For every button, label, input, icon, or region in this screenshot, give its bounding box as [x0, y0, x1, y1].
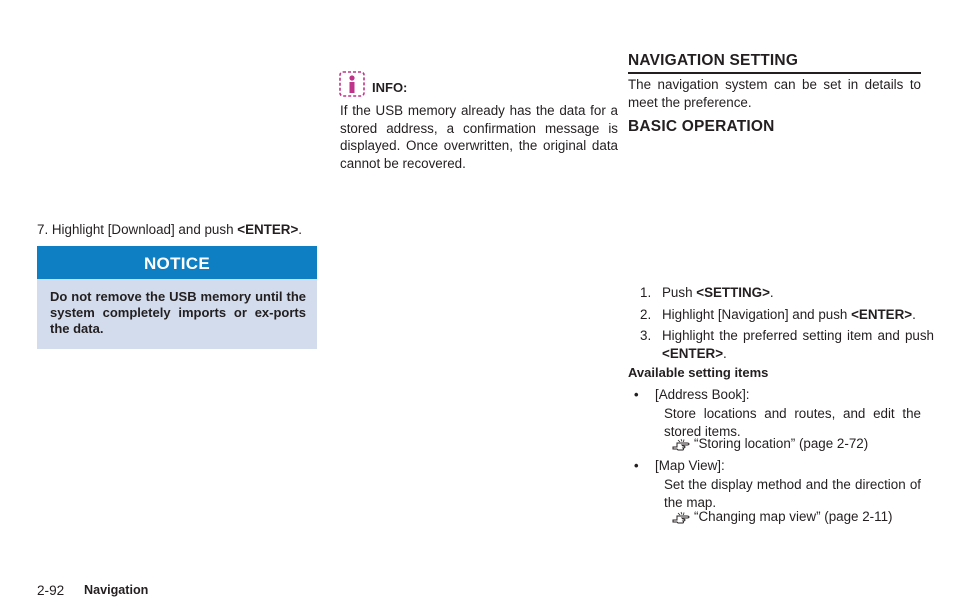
- step-7: [37, 222, 302, 237]
- item-reference: “Storing location” (page 2-72): [694, 436, 869, 451]
- setting-key-label: <SETTING>: [696, 285, 770, 300]
- reference-hand-icon: [672, 511, 690, 525]
- step-text: Highlight [Navigation] and push: [662, 307, 852, 322]
- step-1: [640, 284, 934, 302]
- step-7-text: 7. Highlight [Download] and push: [37, 222, 238, 237]
- step-suffix: .: [769, 285, 774, 300]
- enter-key-label: <ENTER>: [662, 345, 724, 361]
- step-2: [640, 306, 934, 324]
- bullet: •: [634, 387, 639, 402]
- step-text: Highlight the preferred setting item and push: [662, 328, 934, 343]
- footer-section-name: Navigation: [84, 583, 149, 597]
- enter-key-label: <ENTER>: [237, 222, 299, 237]
- info-title: INFO:: [372, 80, 408, 95]
- step-suffix: .: [723, 345, 727, 361]
- section-intro: The navigation system can be set in details to meet the preference.: [628, 77, 921, 110]
- step-7-suffix: .: [298, 222, 303, 237]
- step-suffix: .: [912, 307, 916, 322]
- step-number: 3.: [640, 328, 652, 343]
- item-title: [Map View]:: [655, 458, 725, 473]
- section-heading: NAVIGATION SETTING: [628, 52, 799, 69]
- notice-box: [37, 246, 317, 349]
- subsection-heading: BASIC OPERATION: [628, 118, 775, 135]
- item-title: [Address Book]:: [655, 387, 750, 402]
- item-description: Set the display method and the direction of the map.: [664, 477, 921, 510]
- step-number: 1.: [640, 285, 652, 300]
- page-number: 2-92: [37, 583, 65, 598]
- notice-text: Do not remove the USB memory until the system completely imports or ex-ports the data.: [50, 289, 306, 337]
- info-icon: [339, 71, 365, 97]
- step-text: Push: [662, 285, 697, 300]
- heading-rule: [628, 72, 921, 74]
- step-3: [640, 327, 934, 367]
- item-description: Store locations and routes, and edit the stored items.: [664, 406, 921, 439]
- item-reference: “Changing map view” (page 2-11): [694, 509, 893, 524]
- step-number: 2.: [640, 307, 652, 322]
- bullet: •: [634, 458, 639, 473]
- reference-hand-icon: [672, 438, 690, 452]
- notice-heading: NOTICE: [37, 246, 317, 279]
- available-items-title: Available setting items: [628, 365, 769, 380]
- info-text: If the USB memory already has the data for a stored address, a confirmation message is displayed. Once overwritten, the original data cannot be recovered.: [340, 103, 618, 171]
- enter-key-label: <ENTER>: [851, 307, 913, 322]
